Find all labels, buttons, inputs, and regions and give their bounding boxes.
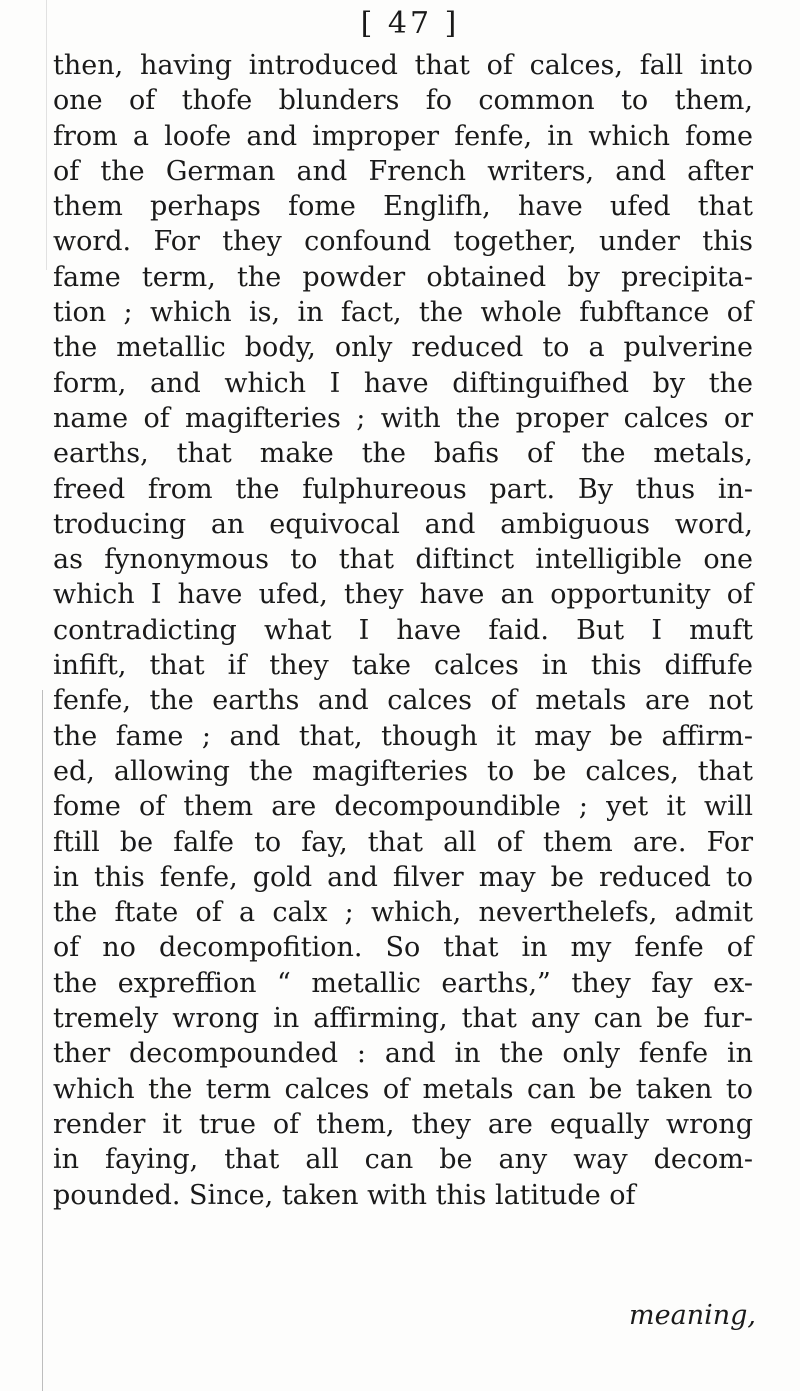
text-line: the ftate of a calx ; which, neverthelefs, admit bbox=[53, 897, 753, 929]
text-line: name of magifteries ; with the proper calces or bbox=[53, 402, 753, 434]
text-line: tremely wrong in affirming, that any can be fur- bbox=[53, 1003, 753, 1035]
text-line: infift, that if they take calces in this diffufe bbox=[53, 650, 753, 682]
text-line: one of thofe blunders fo common to them, bbox=[53, 85, 753, 117]
text-line: ther decompounded : and in the only fenfe in bbox=[53, 1038, 753, 1070]
text-line: form, and which I have diftinguifhed by the bbox=[53, 367, 753, 399]
text-line: pounded. Since, taken with this latitude of bbox=[53, 1179, 636, 1211]
text-line: in this fenfe, gold and filver may be reduced to bbox=[53, 861, 753, 893]
text-line: of no decompofition. So that in my fenfe of bbox=[53, 932, 753, 964]
text-line: fame term, the powder obtained by precipita- bbox=[53, 261, 753, 293]
text-line: them perhaps fome Englifh, have ufed that bbox=[53, 191, 753, 223]
text-line: the metallic body, only reduced to a pulverine bbox=[53, 332, 753, 364]
text-line: ftill be falfe to fay, that all of them are. For bbox=[53, 826, 753, 858]
text-line: from a loofe and improper fenfe, in which fome bbox=[53, 120, 753, 152]
text-line: which the term calces of metals can be taken to bbox=[53, 1073, 753, 1105]
text-line: which I have ufed, they have an opportunity of bbox=[53, 579, 753, 611]
page-number: [ 47 ] bbox=[360, 6, 460, 41]
body-text bbox=[53, 48, 753, 1213]
text-line: ed, allowing the magifteries to be calces, that bbox=[53, 755, 753, 787]
text-line: in faying, that all can be any way decom- bbox=[53, 1144, 753, 1176]
text-line: contradicting what I have faid. But I muft bbox=[53, 614, 753, 646]
text-line: earths, that make the bafis of the metals, bbox=[53, 438, 753, 470]
text-line: of the German and French writers, and after bbox=[53, 155, 753, 187]
text-line: as fynonymous to that diftinct intelligible one bbox=[53, 544, 753, 576]
catchword: meaning, bbox=[629, 1300, 756, 1331]
text-line: troducing an equivocal and ambiguous word, bbox=[53, 508, 753, 540]
text-line: fenfe, the earths and calces of metals are not bbox=[53, 685, 753, 717]
text-line: the expreffion “ metallic earths,” they fay ex- bbox=[53, 967, 753, 999]
text-line: tion ; which is, in fact, the whole fubftance of bbox=[53, 297, 753, 329]
text-line: the fame ; and that, though it may be affirm- bbox=[53, 720, 753, 752]
text-line: fome of them are decompoundible ; yet it will bbox=[53, 791, 753, 823]
text-line: word. For they confound together, under this bbox=[53, 226, 753, 258]
gutter-shadow bbox=[42, 690, 43, 1391]
text-line: render it true of them, they are equally wrong bbox=[53, 1108, 753, 1140]
text-line: freed from the fulphureous part. By thus in- bbox=[53, 473, 753, 505]
text-line: then, having introduced that of calces, fall into bbox=[53, 50, 753, 81]
